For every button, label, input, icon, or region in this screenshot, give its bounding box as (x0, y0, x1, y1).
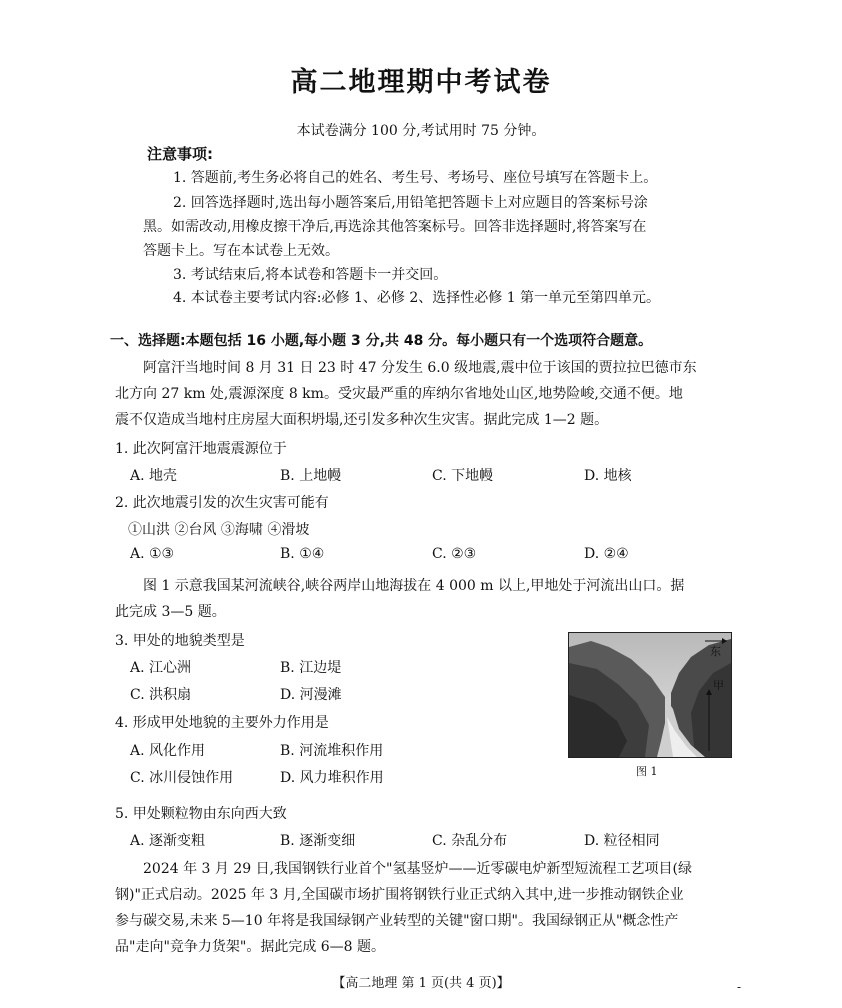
option-b: B. 江边堤 (280, 660, 342, 676)
option-c: C. ②③ (432, 546, 477, 562)
notes-line: 1. 答题前,考生务必将自己的姓名、考生号、考场号、座位号填写在答题卡上。 (173, 170, 658, 186)
option-b: B. 逐渐变细 (280, 833, 356, 849)
passage-line: 阿富汗当地时间 8 月 31 日 23 时 47 分发生 6.0 级地震,震中位于该国的贾拉拉巴德市东 (143, 360, 697, 376)
notes-line: 4. 本试卷主要考试内容:必修 1、必修 2、选择性必修 1 第一单元至第四单元。 (173, 290, 661, 306)
question-stem: 1. 此次阿富汗地震震源位于 (115, 441, 287, 457)
option-b: B. ①④ (280, 546, 325, 562)
option-d: D. 风力堆积作用 (280, 770, 384, 786)
option-a: A. 风化作用 (130, 743, 206, 759)
passage-line: 品"走向"竞争力货架"。据此完成 6—8 题。 (115, 939, 386, 955)
passage-line: 此完成 3—5 题。 (115, 604, 226, 620)
page-title: 高二地理期中考试卷 (290, 67, 552, 98)
passage-line: 2024 年 3 月 29 日,我国钢铁行业首个"氢基竖炉——近零碳电炉新型短流程工艺项目(绿 (143, 861, 692, 877)
option-a: A. ①③ (130, 546, 175, 562)
jia-label: 甲 (713, 679, 724, 692)
option-c: C. 杂乱分布 (432, 833, 508, 849)
passage-line: 参与碳交易,未来 5—10 年将是我国绿钢产业转型的关键"窗口期"。我国绿钢正从"概念性产 (115, 913, 679, 929)
section-heading: 一、选择题:本题包括 16 小题,每小题 3 分,共 48 分。每小题只有一个选项符合题意。 (110, 333, 653, 349)
notes-heading: 注意事项: (147, 145, 213, 163)
passage-line: 图 1 示意我国某河流峡谷,峡谷两岸山地海拔在 4 000 m 以上,甲地处于河流出山口。据 (143, 578, 685, 594)
question-stem: 4. 形成甲处地貌的主要外力作用是 (115, 715, 329, 731)
option-d: D. 地核 (584, 468, 632, 484)
question-stem: 2. 此次地震引发的次生灾害可能有 (115, 495, 329, 511)
question-stem: 3. 甲处的地貌类型是 (115, 633, 245, 649)
option-c: C. 洪积扇 (130, 687, 192, 703)
option-c: C. 下地幔 (432, 468, 494, 484)
footer-mark: - (737, 980, 742, 994)
option-a: A. 江心洲 (130, 660, 192, 676)
page-footer: 【高二地理 第 1 页(共 4 页)】 (332, 976, 510, 991)
exam-info: 本试卷满分 100 分,考试用时 75 分钟。 (296, 123, 546, 139)
passage-line: 震不仅造成当地村庄房屋大面积坍塌,还引发多种次生灾害。据此完成 1—2 题。 (115, 412, 609, 428)
notes-line: 2. 回答选择题时,选出每小题答案后,用铅笔把答题卡上对应题目的答案标号涂 (173, 195, 648, 211)
option-c: C. 冰川侵蚀作用 (130, 770, 234, 786)
notes-line: 黑。如需改动,用橡皮擦干净后,再选涂其他答案标号。回答非选择题时,将答案写在 (143, 219, 647, 235)
passage-line: 钢)"正式启动。2025 年 3 月,全国碳市场扩围将钢铁行业正式纳入其中,进一步推动钢铁企业 (115, 887, 684, 903)
east-label: 东 (710, 645, 721, 658)
passage-line: 北方向 27 km 处,震源深度 8 km。受灾最严重的库纳尔省地处山区,地势险峻,交通不便。地 (115, 386, 683, 402)
notes-line: 答题卡上。写在本试卷上无效。 (143, 243, 339, 259)
option-d: D. 河漫滩 (280, 687, 342, 703)
question-stem: 5. 甲处颗粒物由东向西大致 (115, 806, 287, 822)
option-a: A. 逐渐变粗 (130, 833, 206, 849)
notes-line: 3. 考试结束后,将本试卷和答题卡一并交回。 (173, 267, 448, 283)
option-d: D. 粒径相同 (584, 833, 660, 849)
option-b: B. 河流堆积作用 (280, 743, 384, 759)
figure-caption: 图 1 (636, 765, 658, 778)
option-d: D. ②④ (584, 546, 629, 562)
option-a: A. 地壳 (130, 468, 178, 484)
question-items: ①山洪 ②台风 ③海啸 ④滑坡 (128, 522, 310, 538)
gorge-photo (568, 632, 732, 758)
option-b: B. 上地幔 (280, 468, 342, 484)
